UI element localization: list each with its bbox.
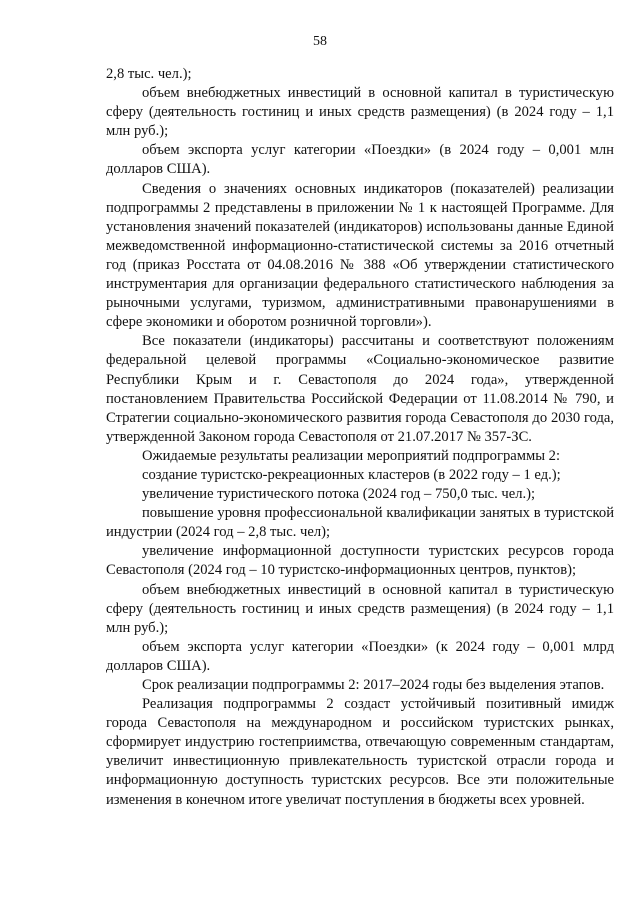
- paragraph-expected-results-heading: Ожидаемые результаты реализации мероприятий подпрограммы 2:: [142, 447, 561, 464]
- list-item-clusters: создание туристско-рекреационных кластеров (в 2022 году – 1 ед.);: [142, 466, 561, 483]
- paragraph-export-2024: объем экспорта услуг категории «Поездки» (в 2024 году – 0,001 млн долларов США).: [106, 142, 614, 178]
- paragraph-conclusion: Реализация подпрограммы 2 создаст устойчивый позитивный имидж города Севастополя на международном и российском туристских рынках, сформирует индустрию гостеприимства, отвечающую современным стандартам, увеличит инвестиционную привлекательность туристской отрасли города и информационную доступность туристских ресурсов. Все эти положительные изменения в конечном итоге увеличат поступления в бюджеты всех уровней.: [106, 696, 614, 808]
- page-number: 58: [313, 34, 327, 49]
- paragraph-continuation: 2,8 тыс. чел.);: [106, 66, 192, 82]
- paragraph-indicators-info: Сведения о значениях основных индикаторов (показателей) реализации подпрограммы 2 представлены в приложении № 1 к настоящей Программе. Для установления значений показателей (индикаторов) использованы данные Единой межведомственной информационно-статистической системы за 2016 отчетный год (приказ Росстата от 04.08.2016 № 388 «Об утверждении статистического инструментария для организации федерального статистического наблюдения за рыночными услугами, туризмом, административными правонарушениями в сфере экономики и оборотом розничной торговли»).: [106, 180, 614, 331]
- list-item-investment: объем внебюджетных инвестиций в основной капитал в туристическую сферу (деятельность гостиниц и иных средств размещения) (в 2024 году – 1,1 млн руб.);: [106, 581, 614, 636]
- list-item-qualification: повышение уровня профессиональной квалификации занятых в туристской индустрии (2024 год – 2,8 тыс. чел);: [106, 505, 614, 541]
- list-item-export: объем экспорта услуг категории «Поездки» (к 2024 году – 0,001 млрд долларов США).: [106, 638, 614, 674]
- paragraph-indicators-compliance: Все показатели (индикаторы) рассчитаны и соответствуют положениям федеральной целевой программы «Социально-экономическое развитие Республики Крым и г. Севастополя до 2024 года», утвержденной постановлением Правительства Российской Федерации от 11.08.2014 № 790, и Стратегии социально-экономического развития города Севастополя до 2030 года, утвержденной Законом города Севастополя от 21.07.2017 № 357-ЗС.: [106, 333, 614, 445]
- list-item-tourist-flow: увеличение туристического потока (2024 год – 750,0 тыс. чел.);: [142, 486, 536, 503]
- document-body: [106, 65, 614, 810]
- list-item-info-access: увеличение информационной доступности туристских ресурсов города Севастополя (2024 год – 10 туристско-информационных центров, пунктов);: [106, 543, 614, 579]
- paragraph-investment-2024: объем внебюджетных инвестиций в основной капитал в туристическую сферу (деятельность гостиниц и иных средств размещения) (в 2024 году – 1,1 млн руб.);: [106, 85, 614, 140]
- paragraph-term: Срок реализации подпрограммы 2: 2017–2024 годы без выделения этапов.: [142, 677, 605, 693]
